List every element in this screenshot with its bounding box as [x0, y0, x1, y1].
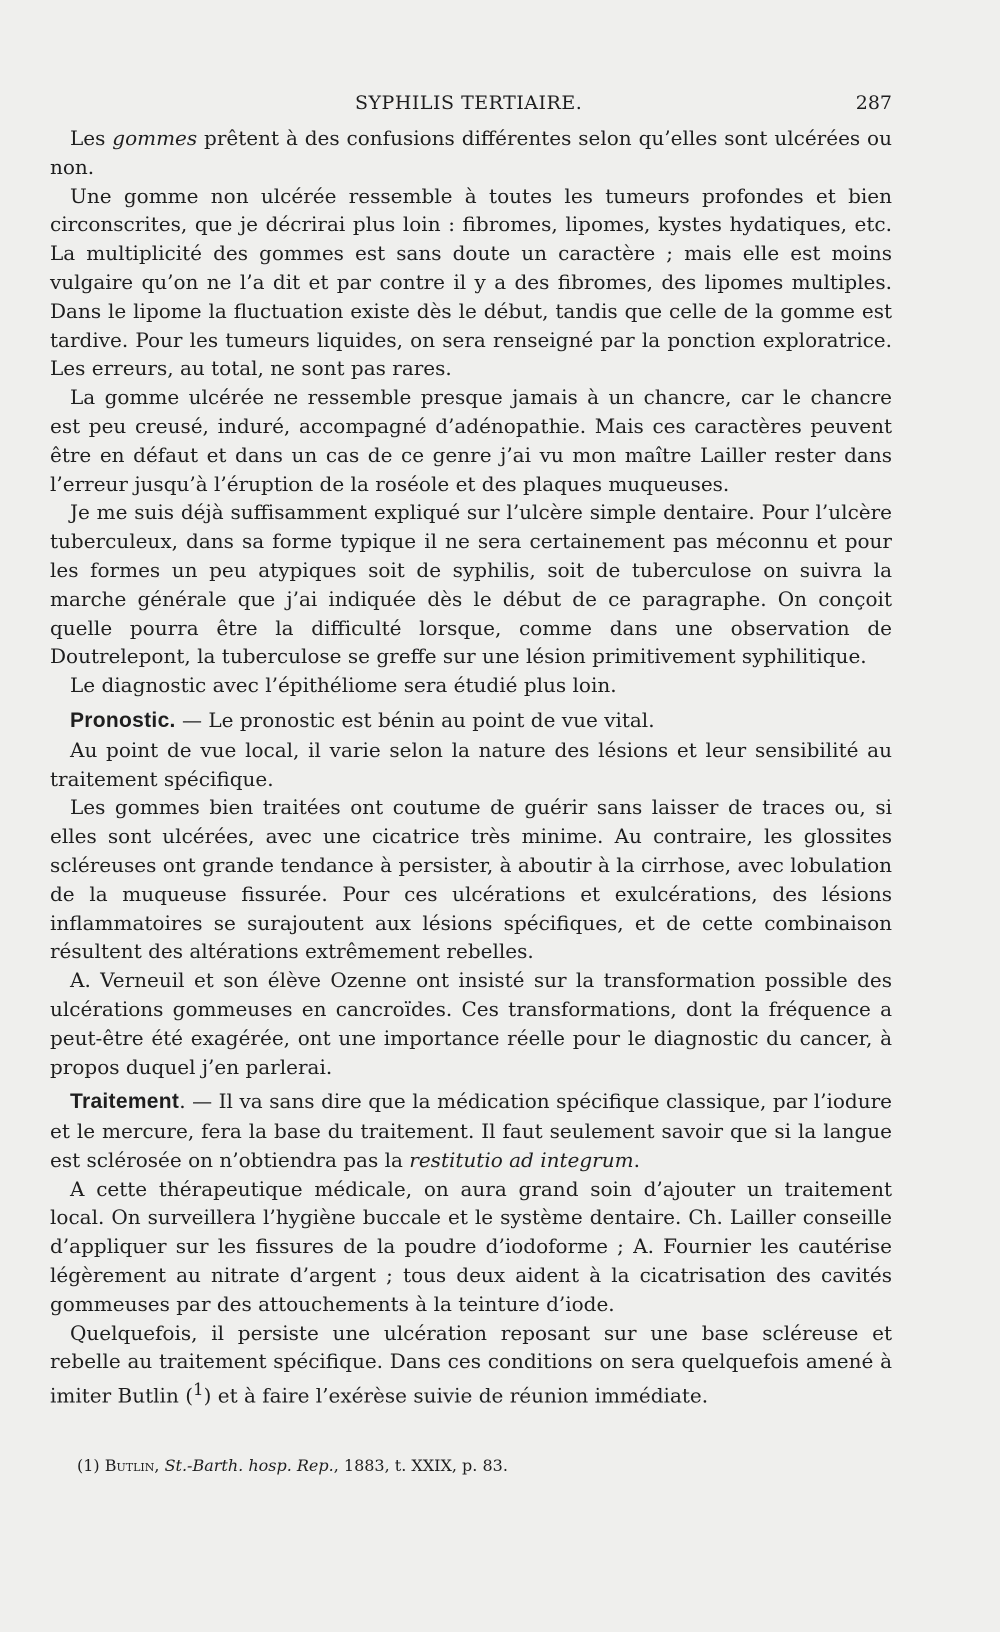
italic-term: restitutio ad integrum — [409, 1147, 634, 1172]
text-run: . — [633, 1147, 640, 1172]
running-title: SYPHILIS TERTIAIRE. — [355, 92, 583, 114]
text-run: — Le pronostic est bénin au point de vue vital. — [175, 707, 655, 732]
text-run: , — [154, 1456, 165, 1475]
paragraph-gommes-traitees: Les gommes bien traitées ont coutume de guérir sans laisser de traces ou, si elles sont ulcérées, avec une cicatrice très minime. Au contraire, les glossites scléreuses ont grande tendance à persister, à aboutir à la cirrhose, avec lobulation de la muqueuse fissurée. Pour ces ulcérations et exulcérations, des lésions inflammatoires se surajoutent aux lésions spécifiques, et de cette combinaison résultent des altérations extrêmement rebelles. — [50, 795, 892, 964]
text-run: . — Il va sans dire que la médication spécifique classique, par l’iodure et le mercure, fera la base du traitement. Il faut seulement savoir que si la langue est sclérosée on n’obtiendra pas la — [50, 1089, 892, 1172]
section-title-traitement: Traitement — [70, 1090, 180, 1114]
body-text — [50, 124, 892, 1411]
page-number: 287 — [855, 92, 892, 114]
paragraph-pronostic — [50, 706, 892, 736]
paragraph-verneuil: A. Verneuil et son élève Ozenne ont insisté sur la transformation possible des ulcérations gommeuses en cancroïdes. Ces transformations, dont la fréquence a peut-être été exagérée, ont une importance réelle pour le diagnostic du cancer, à propos duquel j’en parlerai. — [50, 968, 892, 1079]
text-run: , 1883, t. XXIX, p. 83. — [333, 1456, 508, 1475]
text-run: Les — [70, 126, 113, 150]
text-run: prêtent à des confusions différentes selon qu’elles sont ulcérées ou non. — [50, 126, 892, 179]
footnote-author: Butlin — [104, 1456, 155, 1475]
paragraph-epitheliome: Le diagnostic avec l’épithéliome sera étudié plus loin. — [70, 673, 617, 698]
footnote — [77, 1456, 892, 1475]
footnote-marker: (1) — [77, 1456, 100, 1475]
footnote-journal: St.-Barth. hosp. Rep. — [164, 1456, 334, 1475]
paragraph-traitement — [50, 1087, 892, 1174]
italic-term: gommes — [112, 126, 198, 150]
text-run: Quelquefois, il persiste une ulcération reposant sur une base scléreuse et rebelle au traitement spécifique. Dans ces conditions on sera quelquefois amené à imiter Butlin ( — [50, 1320, 892, 1408]
paragraph-gomme-ulceree: La gomme ulcérée ne ressemble presque jamais à un chancre, car le chancre est peu creusé, induré, accompagné d’adénopathie. Mais ces caractères peuvent être en défaut et dans un cas de ce genre j’ai vu mon maître Lailler rester dans l’erreur jusqu’à l’éruption de la roséole et des plaques muqueuses. — [50, 385, 892, 496]
section-title-pronostic: Pronostic. — [70, 708, 176, 732]
paragraph-quelquefois — [50, 1319, 892, 1411]
paragraph-therapeutique: A cette thérapeutique médicale, on aura grand soin d’ajouter un traitement local. On surveillera l’hygiène buccale et le système dentaire. Ch. Lailler conseille d’appliquer sur les fissures de la poudre d’iodoforme ; A. Fournier les cautérise légèrement au nitrate d’argent ; tous deux aident à la cicatrisation des cavités gommeuses par des attouchements à la teinture d’iode. — [50, 1176, 892, 1316]
page-header — [50, 92, 892, 120]
paragraph-ulcere: Je me suis déjà suffisamment expliqué sur l’ulcère simple dentaire. Pour l’ulcère tuberculeux, dans sa forme typique il ne sera certainement pas méconnu et pour les formes un peu atypiques soit de syphilis, soit de tuberculose on suivra la marche générale que j’ai indiquée dès le début de ce paragraphe. On conçoit quelle pourra être la difficulté lorsque, comme dans une observation de Doutrelepont, la tuberculose se greffe sur une lésion primitivement syphilitique. — [50, 500, 892, 669]
paragraph-point-de-vue-local: Au point de vue local, il varie selon la nature des lésions et leur sensibilité au traitement spécifique. — [50, 737, 892, 791]
text-run: ) et à faire l’exérèse suivie de réunion immédiate. — [203, 1383, 709, 1408]
footnote-reference: 1 — [193, 1380, 204, 1400]
paragraph-gommes-intro — [50, 124, 892, 182]
paragraph-gomme-non-ulceree: Une gomme non ulcérée ressemble à toutes les tumeurs profondes et bien circonscrites, que je décrirai plus loin : fibromes, lipomes, kystes hydatiques, etc. La multiplicité des gommes est sans doute un caractère ; mais elle est moins vulgaire qu’on ne l’a dit et par contre il y a des fibromes, des lipomes multiples. Dans le lipome la fluctuation existe dès le début, tandis que celle de la gomme est tardive. Pour les tumeurs liquides, on sera renseigné par la ponction exploratrice. Les erreurs, au total, ne sont pas rares. — [50, 183, 892, 381]
